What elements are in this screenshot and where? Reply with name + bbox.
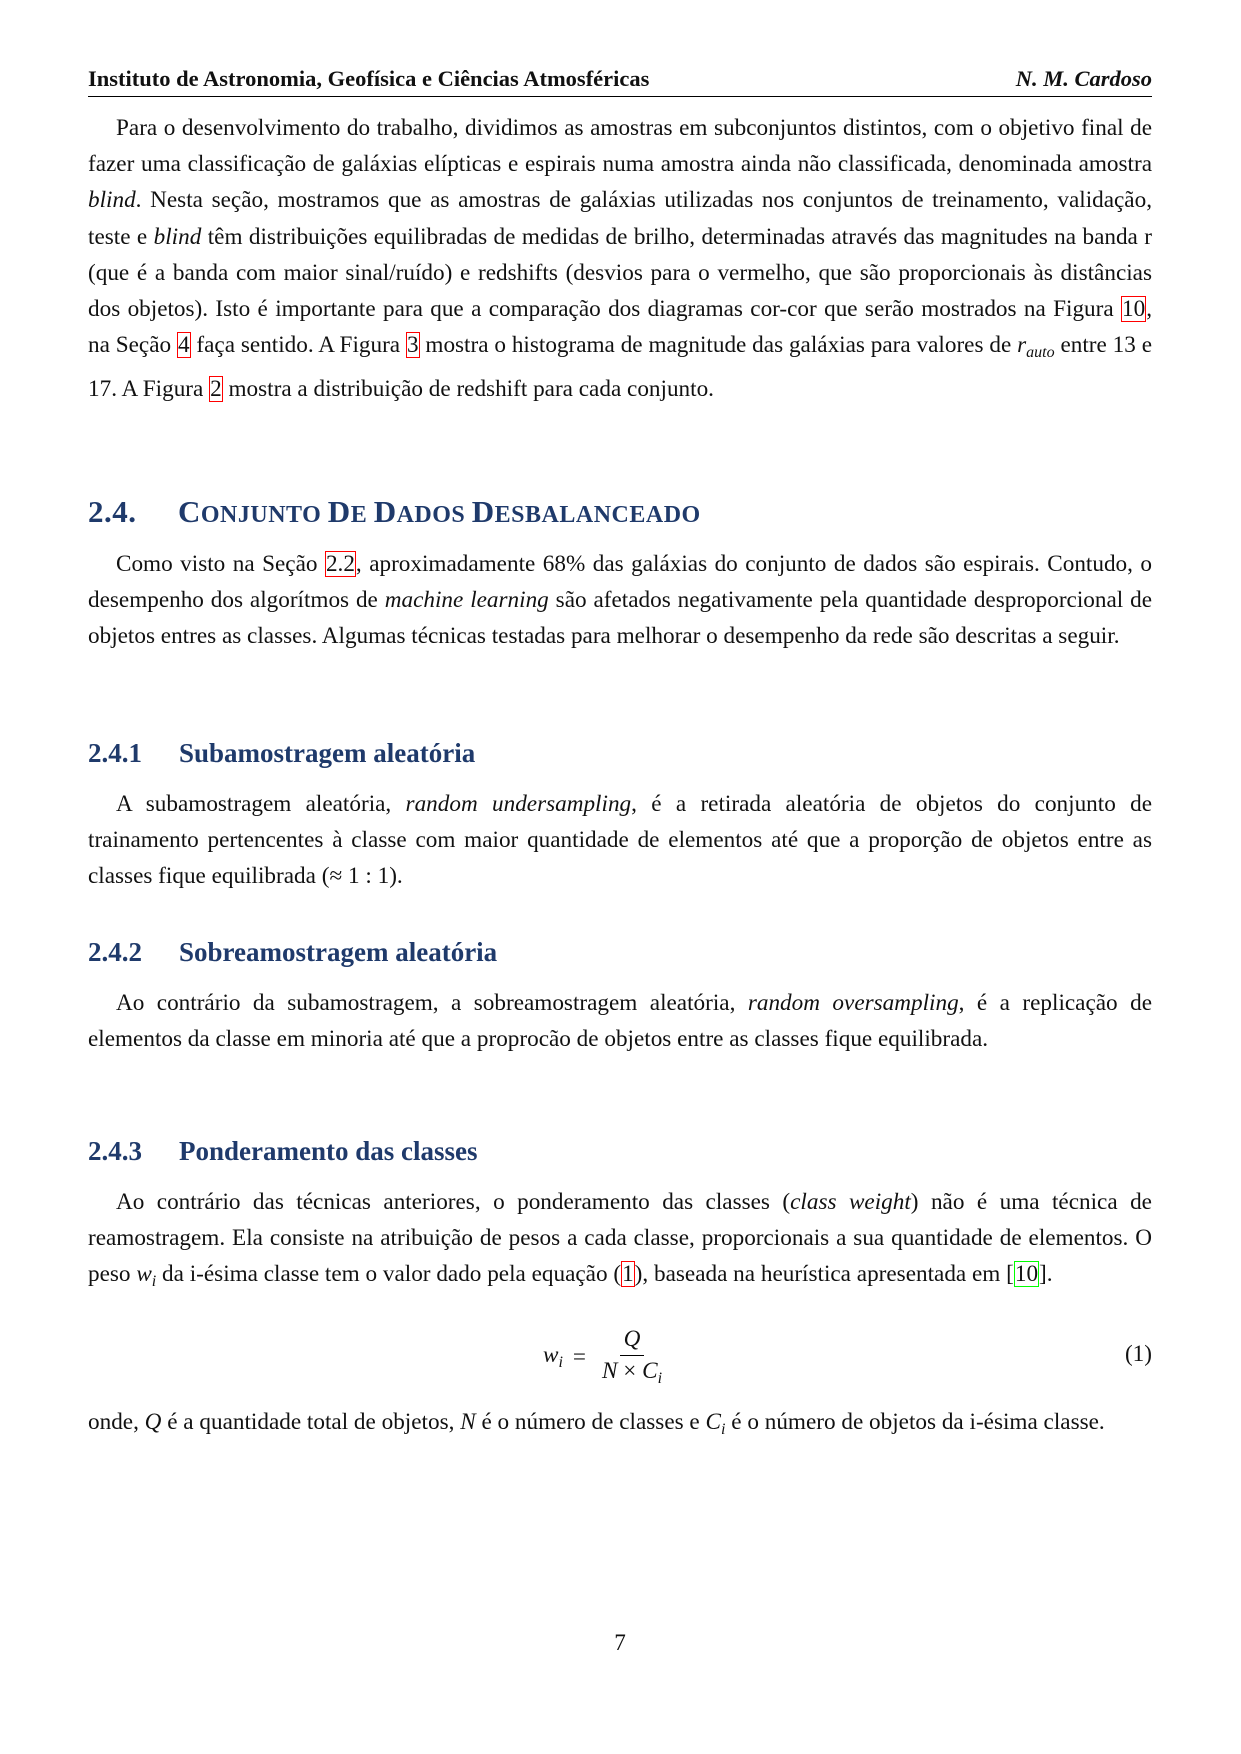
subsection-title: Subamostragem aleatória (179, 738, 476, 768)
text: ]. (1039, 1261, 1053, 1288)
subsection-heading-2-4-2 (88, 937, 497, 968)
subsection-number: 2.4.1 (88, 738, 142, 768)
text: onde, (88, 1409, 145, 1435)
math-subscript: i (558, 1354, 563, 1371)
text: são afetados negativamente pela quantidade desproporcional de objetos entres as classes. Algumas técnicas testadas para melhorar o desempenho da rede são descritas a seguir. (88, 587, 1152, 650)
title-rest: ADOS (396, 502, 472, 528)
section-title (178, 494, 701, 529)
math-variable: r (1017, 332, 1027, 359)
title-cap: C (178, 494, 201, 529)
text: mostra a distribuição de redshift para cada conjunto. (222, 376, 714, 403)
subsection-2-4-2-paragraph (88, 985, 1152, 1057)
text: , na Seção (88, 296, 1152, 359)
text: Como visto na Seção (116, 551, 325, 577)
math-variable: w (543, 1342, 559, 1368)
emphasis: machine learning (384, 587, 549, 614)
math-variable: N (602, 1358, 618, 1384)
subsection-heading-2-4-3 (88, 1136, 478, 1167)
subsection-heading-2-4-1 (88, 738, 475, 769)
section-2-4-paragraph (88, 546, 1152, 655)
equation-1-link[interactable]: 1 (622, 1261, 634, 1288)
math-variable: N (460, 1409, 476, 1435)
text: , aproximadamente 68% das galáxias do conjunto de dados são espirais. Contudo, o desempenho dos algorítmos de (88, 551, 1152, 614)
header-author: N. M. Cardoso (1015, 66, 1152, 91)
equals-sign: = (572, 1343, 586, 1370)
text: é a quantidade total de objetos, (161, 1409, 461, 1435)
emphasis: class weight (790, 1189, 911, 1215)
math-variable: C (705, 1409, 721, 1435)
section-heading-2-4 (88, 494, 701, 530)
math-variable: C (642, 1358, 658, 1384)
subsection-number: 2.4.3 (88, 1136, 142, 1166)
text: , é a replicação de elementos da classe em minoria até que a proprocão de objetos entre as classes fique equilibrada. (88, 990, 1152, 1053)
emphasis: random oversampling (747, 990, 959, 1016)
text: ), baseada na heurística apresentada em [ (634, 1261, 1014, 1288)
text: A subamostragem aleatória, (116, 791, 406, 817)
subsection-2-4-1-paragraph (88, 786, 1152, 895)
header-institution: Instituto de Astronomia, Geofísica e Ciências Atmosféricas (88, 66, 650, 91)
title-cap: D (373, 494, 397, 529)
denominator (598, 1356, 666, 1388)
title-cap: D (327, 494, 351, 529)
text: , é a retirada aleatória de objetos do conjunto de trainamento pertencentes à classe com maior quantidade de elementos até que a proporção de objetos entre as classes fique equilibrada (≈ 1 : 1). (88, 791, 1153, 890)
section-4-link[interactable]: 4 (177, 332, 190, 359)
equation-body (543, 1326, 666, 1388)
text: ) não é uma técnica de reamostragem. Ela consiste na atribuição de pesos a cada classe, proporcionais a sua quantidade de elementos. O peso (88, 1189, 1152, 1288)
text: têm distribuições equilibradas de medidas de brilho, determinadas através das magnitudes na banda r (que é a banda com maior sinal/ruído) e redshifts (desvios para o vermelho, que são proporcionais às distâncias dos objetos). Isto é importante para que a comparação dos diagramas cor-cor que serão mostrados na Figura (88, 223, 1152, 323)
numerator: Q (620, 1326, 645, 1356)
subsection-title: Sobreamostragem aleatória (179, 937, 498, 967)
subsection-2-4-3-paragraph (88, 1184, 1152, 1301)
section-number: 2.4. (88, 494, 137, 529)
emphasis: random undersampling (405, 791, 632, 817)
text: mostra o histograma de magnitude das galáxias para valores de (419, 332, 1018, 359)
figure-3-link[interactable]: 3 (406, 332, 419, 359)
title-rest: ONJUNTO (200, 502, 328, 528)
times-sign: × (617, 1358, 643, 1384)
math-subscript: i (151, 1273, 157, 1291)
title-cap: D (471, 494, 495, 529)
running-header (88, 64, 1152, 97)
emphasis: blind (88, 187, 136, 214)
emphasis: blind (153, 223, 202, 250)
title-rest: E (350, 502, 374, 528)
subsection-number: 2.4.2 (88, 937, 142, 967)
text: Ao contrário da subamostragem, a sobreamostragem aleatória, (116, 990, 748, 1016)
math-subscript: i (657, 1370, 663, 1387)
subsection-title: Ponderamento das classes (179, 1136, 478, 1166)
title-rest: ESBALANCEADO (494, 502, 701, 528)
math-variable: w (136, 1261, 152, 1288)
equation-1 (88, 1314, 1152, 1394)
text: . Nesta seção, mostramos que as amostras de galáxias utilizadas nos conjuntos de treinamento, validação, teste e (88, 187, 1152, 250)
figure-10-link[interactable]: 10 (1122, 296, 1146, 323)
text: entre 13 e 17. A Figura (88, 332, 1152, 403)
math-variable: Q (144, 1409, 162, 1435)
after-equation-paragraph (88, 1404, 1152, 1448)
math-subscript: auto (1026, 344, 1055, 362)
figure-2-link[interactable]: 2 (210, 376, 222, 403)
text: é o número de objetos da i-ésima classe. (725, 1409, 1105, 1435)
intro-paragraph (88, 110, 1152, 408)
equation-number: (1) (1124, 1341, 1152, 1367)
math-subscript: i (721, 1421, 726, 1438)
text: faça sentido. A Figura (190, 332, 406, 359)
text: é o número de classes e (475, 1409, 706, 1435)
text: Ao contrário das técnicas anteriores, o ponderamento das classes ( (116, 1189, 791, 1215)
fraction (598, 1326, 666, 1388)
citation-10-link[interactable]: 10 (1014, 1261, 1039, 1288)
page-number: 7 (614, 1630, 626, 1656)
equation-lhs (543, 1342, 563, 1372)
text: Para o desenvolvimento do trabalho, dividimos as amostras em subconjuntos distintos, com o objetivo final de fazer uma classificação de galáxias elípticas e espirais numa amostra ainda não classificada, denominada amostra (88, 115, 1152, 178)
text: da i-ésima classe tem o valor dado pela equação ( (156, 1261, 622, 1288)
section-2-2-link[interactable]: 2.2 (325, 551, 355, 577)
